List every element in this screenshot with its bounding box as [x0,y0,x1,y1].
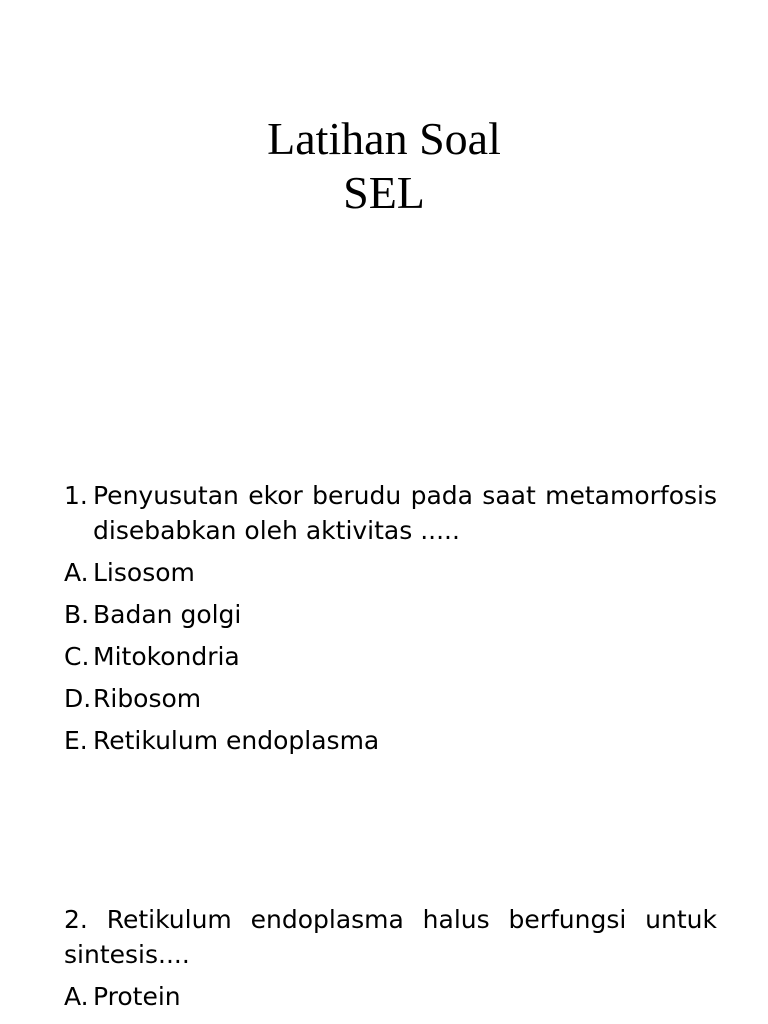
option-letter: A. [64,558,89,587]
option-d [64,681,717,716]
title-line-2: SEL [343,167,425,218]
question-2-stem [64,902,717,972]
question-2 [64,902,717,1014]
question-text: Retikulum endoplasma halus berfungsi untuk sintesis.... [64,905,717,969]
option-letter: D. [64,684,92,713]
option-text: Protein [93,982,181,1011]
option-e [64,723,717,758]
question-number: 2. [64,905,88,934]
option-letter: C. [64,642,90,671]
option-b [64,597,717,632]
option-c [64,639,717,674]
option-letter: E. [64,726,88,755]
option-text: Ribosom [93,684,202,713]
question-1-stem-row [64,478,717,548]
option-text: Lisosom [93,558,195,587]
question-number: 1. [64,481,88,510]
option-letter: B. [64,600,90,629]
title-line-1: Latihan Soal [267,113,501,164]
option-a [64,979,717,1014]
option-letter: A. [64,982,89,1011]
option-text: Mitokondria [93,642,240,671]
option-a [64,555,717,590]
question-1 [64,478,717,758]
option-text: Retikulum endoplasma [93,726,380,755]
option-text: Badan golgi [93,600,242,629]
slide-title [0,112,768,220]
question-text: Penyusutan ekor berudu pada saat metamorfosis disebabkan oleh aktivitas ..... [93,481,717,545]
